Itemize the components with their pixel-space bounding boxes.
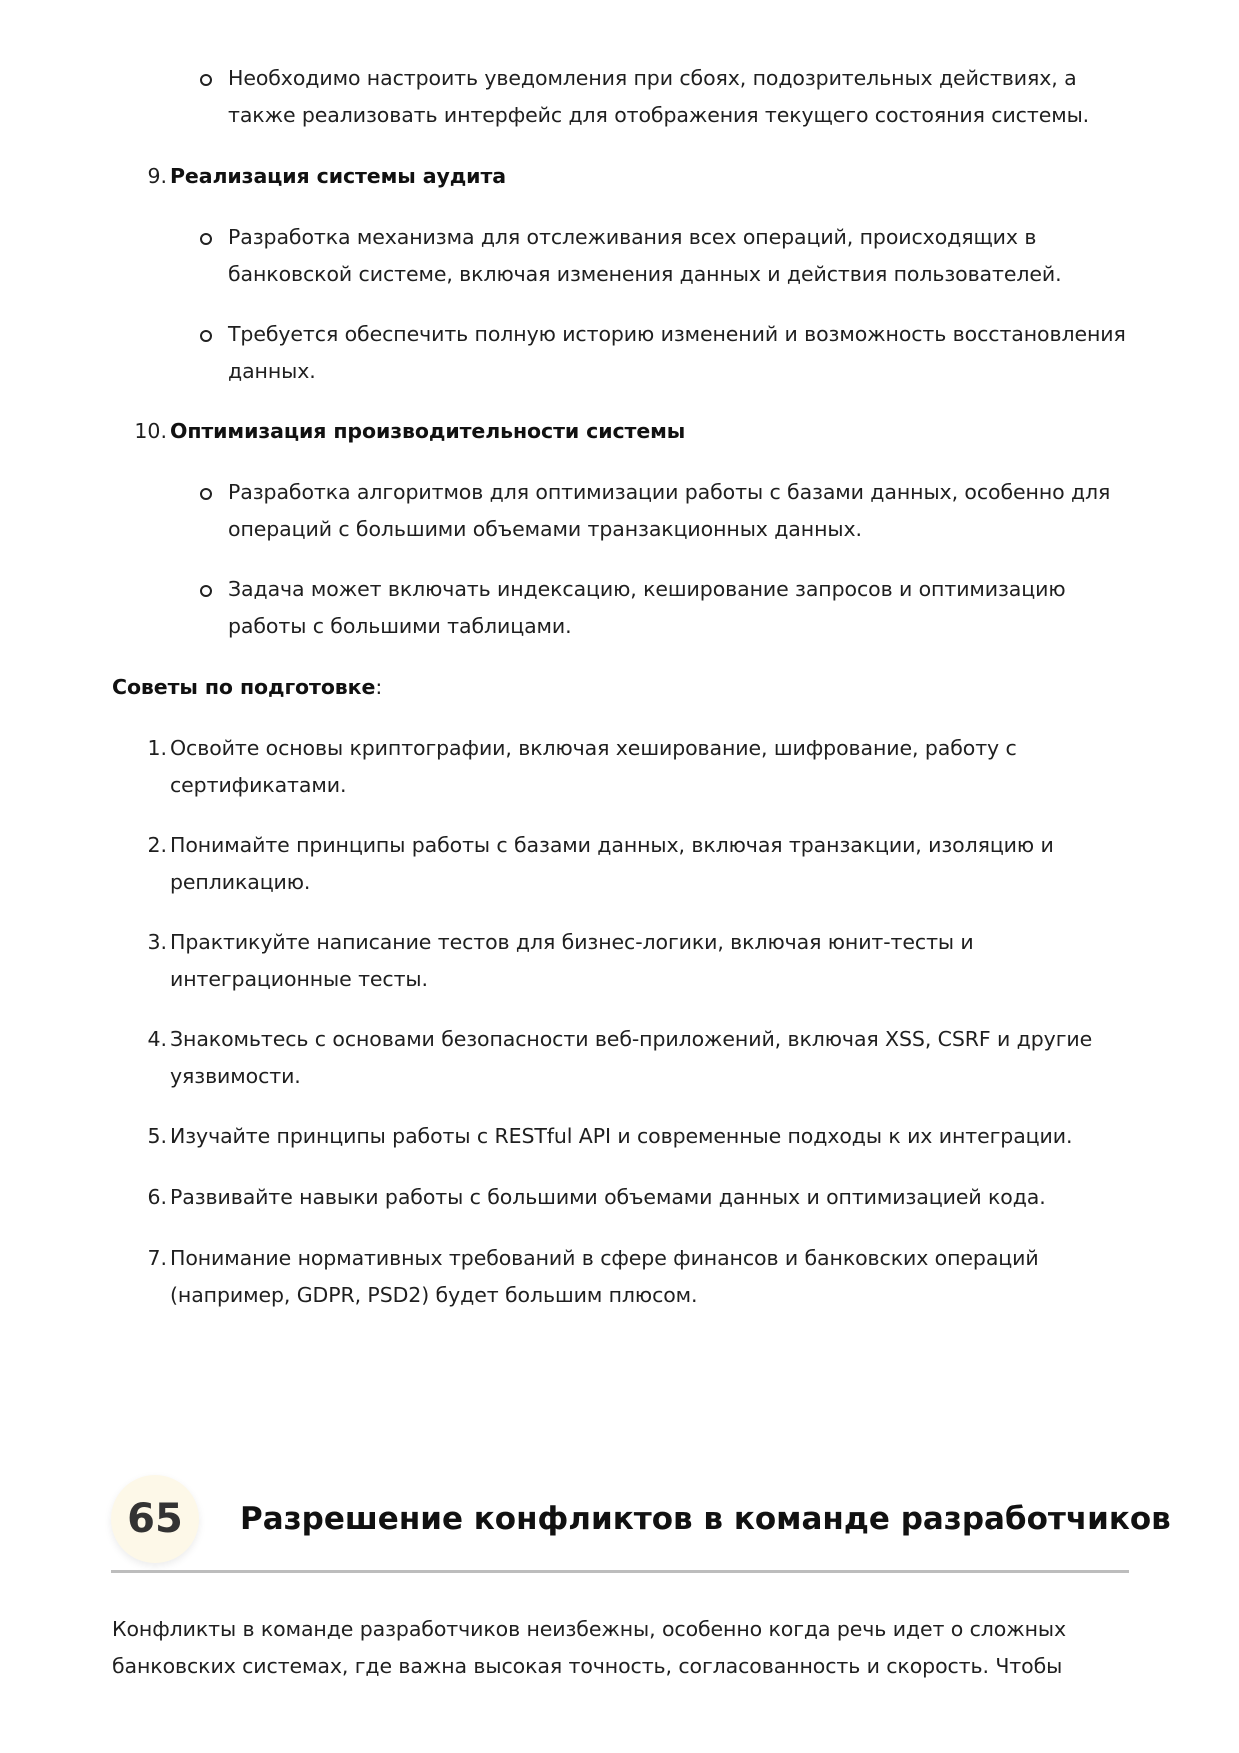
list-item-text: Освойте основы криптографии, включая хеширование, шифрование, работу с <box>170 736 1017 760</box>
list-number: 2. <box>147 833 167 857</box>
bullet-text: работы с большими таблицами. <box>228 614 572 638</box>
bullet-text: также реализовать интерфейс для отображения текущего состояния системы. <box>228 103 1090 127</box>
bullet-circle-icon <box>200 488 212 500</box>
bullet-circle-icon <box>200 585 212 597</box>
list-item-text: Практикуйте написание тестов для бизнес-логики, включая юнит-тесты и <box>170 930 974 954</box>
list-number: 10. <box>134 419 167 443</box>
section-divider <box>111 1570 1129 1573</box>
bullet-text: банковской системе, включая изменения данных и действия пользователей. <box>228 262 1062 286</box>
list-item-text: Изучайте принципы работы с RESTful API и современные подходы к их интеграции. <box>170 1124 1073 1148</box>
bullet-text: операций с большими объемами транзакционных данных. <box>228 517 862 541</box>
paragraph-text: Конфликты в команде разработчиков неизбежны, особенно когда речь идет о сложных <box>112 1617 1067 1641</box>
list-item-title: Реализация системы аудита <box>170 164 506 188</box>
list-item-text: Понимайте принципы работы с базами данных, включая транзакции, изоляцию и <box>170 833 1054 857</box>
list-item-text: Развивайте навыки работы с большими объемами данных и оптимизацией кода. <box>170 1185 1046 1209</box>
bullet-text: данных. <box>228 359 316 383</box>
list-item-text: Знакомьтесь с основами безопасности веб-приложений, включая XSS, CSRF и другие <box>170 1027 1093 1051</box>
list-number: 1. <box>147 736 167 760</box>
list-item-text: (например, GDPR, PSD2) будет большим плюсом. <box>170 1283 698 1307</box>
bullet-text: Требуется обеспечить полную историю изменений и возможность восстановления <box>228 322 1126 346</box>
list-number: 9. <box>147 164 167 188</box>
paragraph-text: банковских системах, где важна высокая точность, согласованность и скорость. Чтобы <box>112 1654 1063 1678</box>
list-item-text: сертификатами. <box>170 773 347 797</box>
list-item-title: Оптимизация производительности системы <box>170 419 686 443</box>
list-number: 6. <box>147 1185 167 1209</box>
list-item-text: Понимание нормативных требований в сфере финансов и банковских операций <box>170 1246 1039 1270</box>
bullet-circle-icon <box>200 74 212 86</box>
bullet-circle-icon <box>200 330 212 342</box>
bullet-text: Разработка механизма для отслеживания всех операций, происходящих в <box>228 225 1037 249</box>
list-number: 3. <box>147 930 167 954</box>
list-number: 7. <box>147 1246 167 1270</box>
list-number: 4. <box>147 1027 167 1051</box>
list-number: 5. <box>147 1124 167 1148</box>
list-item-text: интеграционные тесты. <box>170 967 428 991</box>
tips-heading-colon: : <box>375 675 383 699</box>
tips-heading <box>112 669 382 706</box>
bullet-circle-icon <box>200 233 212 245</box>
tips-heading-text: Советы по подготовке <box>112 675 376 699</box>
section-number-badge: 65 <box>111 1475 199 1563</box>
list-item-text: уязвимости. <box>170 1064 301 1088</box>
bullet-text: Разработка алгоритмов для оптимизации работы с базами данных, особенно для <box>228 480 1111 504</box>
bullet-text: Необходимо настроить уведомления при сбоях, подозрительных действиях, а <box>228 66 1077 90</box>
bullet-text: Задача может включать индексацию, кеширование запросов и оптимизацию <box>228 577 1066 601</box>
section-title: Разрешение конфликтов в команде разработчиков <box>240 1501 1171 1537</box>
list-item-text: репликацию. <box>170 870 311 894</box>
